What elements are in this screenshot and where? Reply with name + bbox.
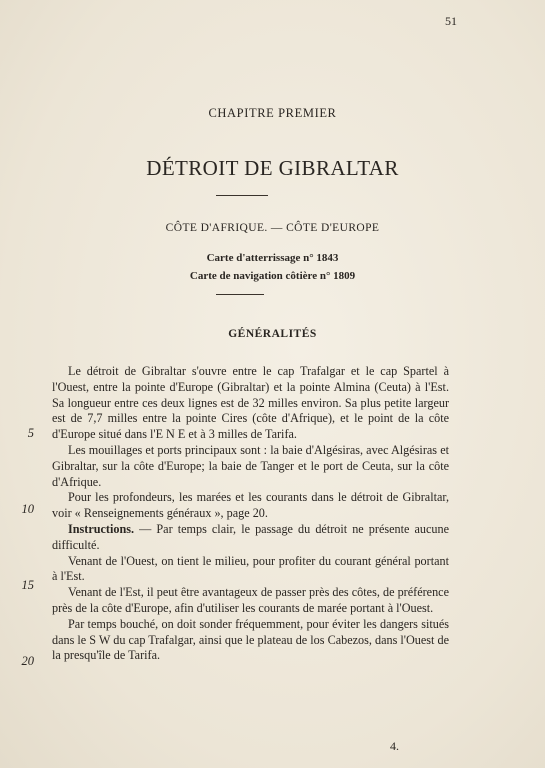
paragraph: Venant de l'Est, il peut être avantageux de passer près des côtes, de préférence près de la côte d'Europe, afin d'utiliser les courants de marée portant à l'Ouest.	[52, 585, 449, 615]
paragraph	[52, 522, 449, 554]
paragraph: Par temps bouché, on doit sonder fréquemment, pour éviter les dangers situés dans le S W du cap Trafalgar, ainsi que le plateau de los Cabezos, dans l'Ouest de la presqu'île de Tarifa.	[52, 616, 449, 663]
paragraph: Pour les profondeurs, les marées et les courants dans le détroit de Gibraltar, voir « Renseignements généraux », page 20.	[52, 490, 449, 521]
body-text	[52, 364, 449, 664]
chart-reference-landfall: Carte d'atterrissage n° 1843	[206, 252, 339, 264]
subtitle: CÔTE D'AFRIQUE. — CÔTE D'EUROPE	[165, 222, 380, 234]
paragraph: Les mouillages et ports principaux sont : la baie d'Algésiras, avec Algésiras et Gibraltar, sur la côte d'Europe; la baie de Tanger et le port de Ceuta, sur la côte d'Afrique.	[52, 442, 449, 489]
line-number-10: 10	[21, 502, 34, 516]
footer-signature-number: 4.	[390, 739, 399, 753]
chart-reference-coastal: Carte de navigation côtière n° 1809	[189, 270, 356, 282]
chapter-heading: CHAPITRE PREMIER	[208, 106, 337, 120]
page-title: DÉTROIT DE GIBRALTAR	[146, 156, 399, 180]
instructions-text: — Par temps clair, le passage du détroit ne présente aucune difficulté.	[52, 521, 449, 552]
paragraph: Venant de l'Ouest, on tient le milieu, pour profiter du courant général portant à l'Est.	[52, 553, 449, 584]
instructions-label: Instructions.	[68, 521, 135, 536]
line-number-15: 15	[21, 578, 34, 592]
title-rule	[216, 195, 268, 196]
line-number-20: 20	[21, 654, 34, 668]
paragraph: Le détroit de Gibraltar s'ouvre entre le cap Trafalgar et le cap Spartel à l'Ouest, entre la pointe d'Europe (Gibraltar) et la pointe Almina (Ceuta) à l'Est. Sa longueur entre ces deux lignes est de 32 milles environ. Sa plus petite largeur est de 7,7 milles entre la pointe Cires (côte d'Afrique), et le point de la côte d'Europe situé dans l'E N E et à 3 milles de Tarifa.	[52, 364, 449, 442]
section-title: GÉNÉRALITÉS	[228, 328, 317, 340]
line-number-5: 5	[27, 426, 34, 440]
page-number: 51	[445, 14, 457, 28]
section-rule	[216, 294, 264, 295]
